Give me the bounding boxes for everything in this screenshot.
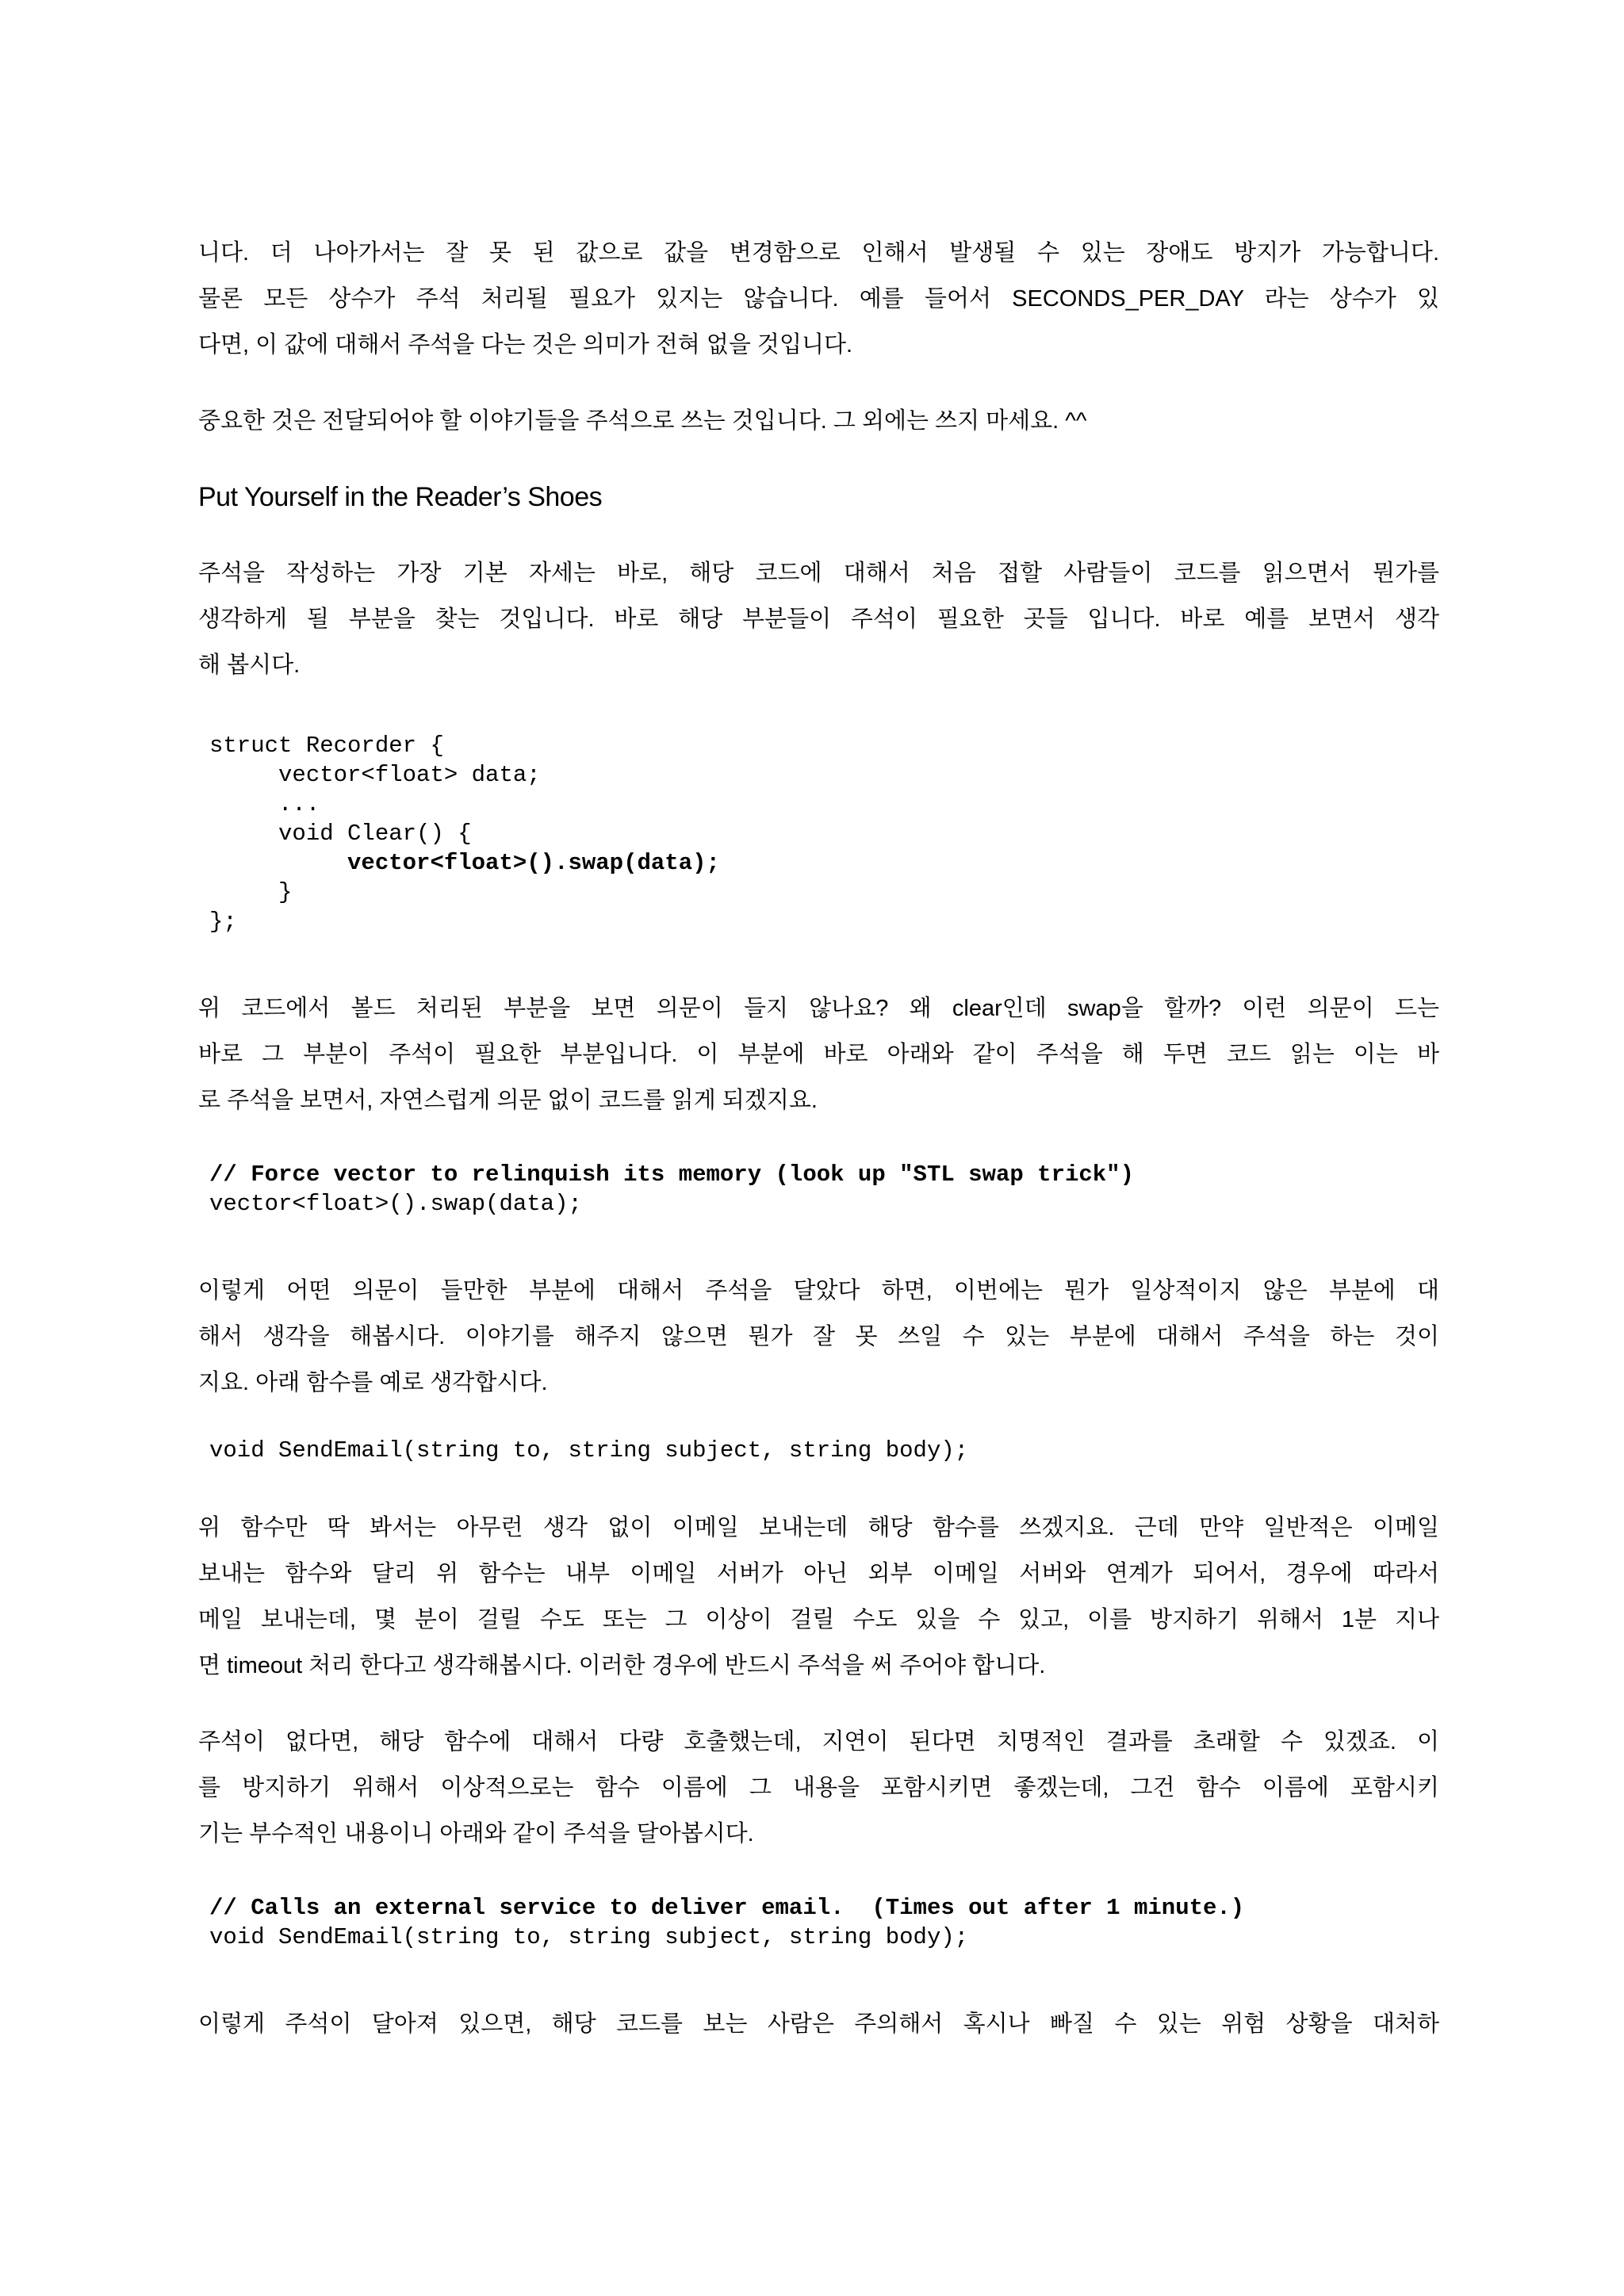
text-line: 이렇게 주석이 달아져 있으면, 해당 코드를 보는 사람은 주의해서 혹시나 빠질 수 있는 위험 상황을 대처하 bbox=[198, 2011, 1439, 2037]
code-line: struct Recorder { bbox=[209, 733, 444, 759]
text-line: 니다. 더 나아가서는 잘 못 된 값으로 값을 변경함으로 인해서 발생될 수 있는 장애도 방지가 가능합니다. bbox=[198, 240, 1439, 266]
text-line: 위 코드에서 볼드 처리된 부분을 보면 의문이 들지 않나요? 왜 clear인데 swap을 할까? 이런 의문이 드는 bbox=[198, 996, 1439, 1021]
paragraph-1 bbox=[198, 230, 1439, 368]
code-line: ... bbox=[209, 791, 320, 817]
paragraph-7 bbox=[198, 1719, 1439, 1857]
text-line: 기는 부수적인 내용이니 아래와 같이 주석을 달아봅시다. bbox=[198, 1821, 754, 1846]
code-line: void Clear() { bbox=[209, 821, 472, 847]
text-line: 물론 모든 상수가 주석 처리될 필요가 있지는 않습니다. 예를 들어서 SECONDS_PER_DAY 라는 상수가 있 bbox=[198, 286, 1439, 312]
paragraph-5 bbox=[198, 1268, 1439, 1406]
text-line: 메일 보내는데, 몇 분이 걸릴 수도 또는 그 이상이 걸릴 수도 있을 수 있고, 이를 방지하기 위해서 1분 지나 bbox=[198, 1607, 1439, 1632]
code-comment-bold: // Calls an external service to deliver email. (Times out after 1 minute.) bbox=[209, 1895, 1245, 1921]
text-line: 중요한 것은 전달되어야 할 이야기들을 주석으로 쓰는 것입니다. 그 외에는 쓰지 마세요. ^^ bbox=[198, 408, 1087, 434]
code-line: } bbox=[209, 879, 293, 905]
code-line: vector<float>().swap(data); bbox=[209, 1191, 582, 1217]
text-line: 로 주석을 보면서, 자연스럽게 의문 없이 코드를 읽게 되겠지요. bbox=[198, 1088, 818, 1113]
code-line-bold: vector<float>().swap(data); bbox=[209, 850, 720, 876]
code-line: }; bbox=[209, 909, 237, 935]
text-line: 보내는 함수와 달리 위 함수는 내부 이메일 서버가 아닌 외부 이메일 서버와 연계가 되어서, 경우에 따라서 bbox=[198, 1561, 1439, 1586]
paragraph-4 bbox=[198, 985, 1439, 1123]
code-line: void SendEmail(string to, string subject, string body); bbox=[209, 1437, 969, 1464]
text-line: 다면, 이 값에 대해서 주석을 다는 것은 의미가 전혀 없을 것입니다. bbox=[198, 332, 853, 358]
paragraph-6 bbox=[198, 1505, 1439, 1689]
text-line: 이렇게 어떤 의문이 들만한 부분에 대해서 주석을 달았다 하면, 이번에는 뭔가 일상적이지 않은 부분에 대 bbox=[198, 1278, 1439, 1303]
code-block-swap-comment bbox=[209, 1160, 1439, 1219]
text-line: 해 봅시다. bbox=[198, 652, 301, 678]
text-line: 지요. 아래 함수를 예로 생각합시다. bbox=[198, 1370, 548, 1395]
text-line: 생각하게 될 부분을 찾는 것입니다. 바로 해당 부분들이 주석이 필요한 곳들 입니다. 바로 예를 보면서 생각 bbox=[198, 607, 1439, 632]
section-heading: Put Yourself in the Reader’s Shoes bbox=[198, 482, 603, 512]
paragraph-3 bbox=[198, 550, 1439, 688]
paragraph-8 bbox=[198, 2001, 1439, 2047]
text-line: 를 방지하기 위해서 이상적으로는 함수 이름에 그 내용을 포함시키면 좋겠는데, 그건 함수 이름에 포함시키 bbox=[198, 1775, 1439, 1800]
text-line: 면 timeout 처리 한다고 생각해봅시다. 이러한 경우에 반드시 주석을 써 주어야 합니다. bbox=[198, 1653, 1046, 1678]
text-line: 주석이 없다면, 해당 함수에 대해서 다량 호출했는데, 지연이 된다면 치명적인 결과를 초래할 수 있겠죠. 이 bbox=[198, 1729, 1439, 1755]
document-page bbox=[198, 230, 1439, 2077]
text-line: 위 함수만 딱 봐서는 아무런 생각 없이 이메일 보내는데 해당 함수를 쓰겠지요. 근데 만약 일반적은 이메일 bbox=[198, 1515, 1439, 1540]
code-block-sendemail-comment bbox=[209, 1893, 1439, 1952]
paragraph-2 bbox=[198, 398, 1439, 444]
text-line: 주석을 작성하는 가장 기본 자세는 바로, 해당 코드에 대해서 처음 접할 사람들이 코드를 읽으면서 뭔가를 bbox=[198, 561, 1439, 586]
text-line: 바로 그 부분이 주석이 필요한 부분입니다. 이 부분에 바로 아래와 같이 주석을 해 두면 코드 읽는 이는 바 bbox=[198, 1042, 1439, 1067]
code-line: vector<float> data; bbox=[209, 762, 541, 788]
code-comment-bold: // Force vector to relinquish its memory (look up "STL swap trick") bbox=[209, 1161, 1134, 1188]
text-line: 해서 생각을 해봅시다. 이야기를 해주지 않으면 뭔가 잘 못 쓰일 수 있는 부분에 대해서 주석을 하는 것이 bbox=[198, 1324, 1439, 1349]
code-block-recorder bbox=[209, 731, 1439, 936]
code-line: void SendEmail(string to, string subject, string body); bbox=[209, 1924, 969, 1950]
code-block-sendemail bbox=[209, 1436, 1439, 1465]
